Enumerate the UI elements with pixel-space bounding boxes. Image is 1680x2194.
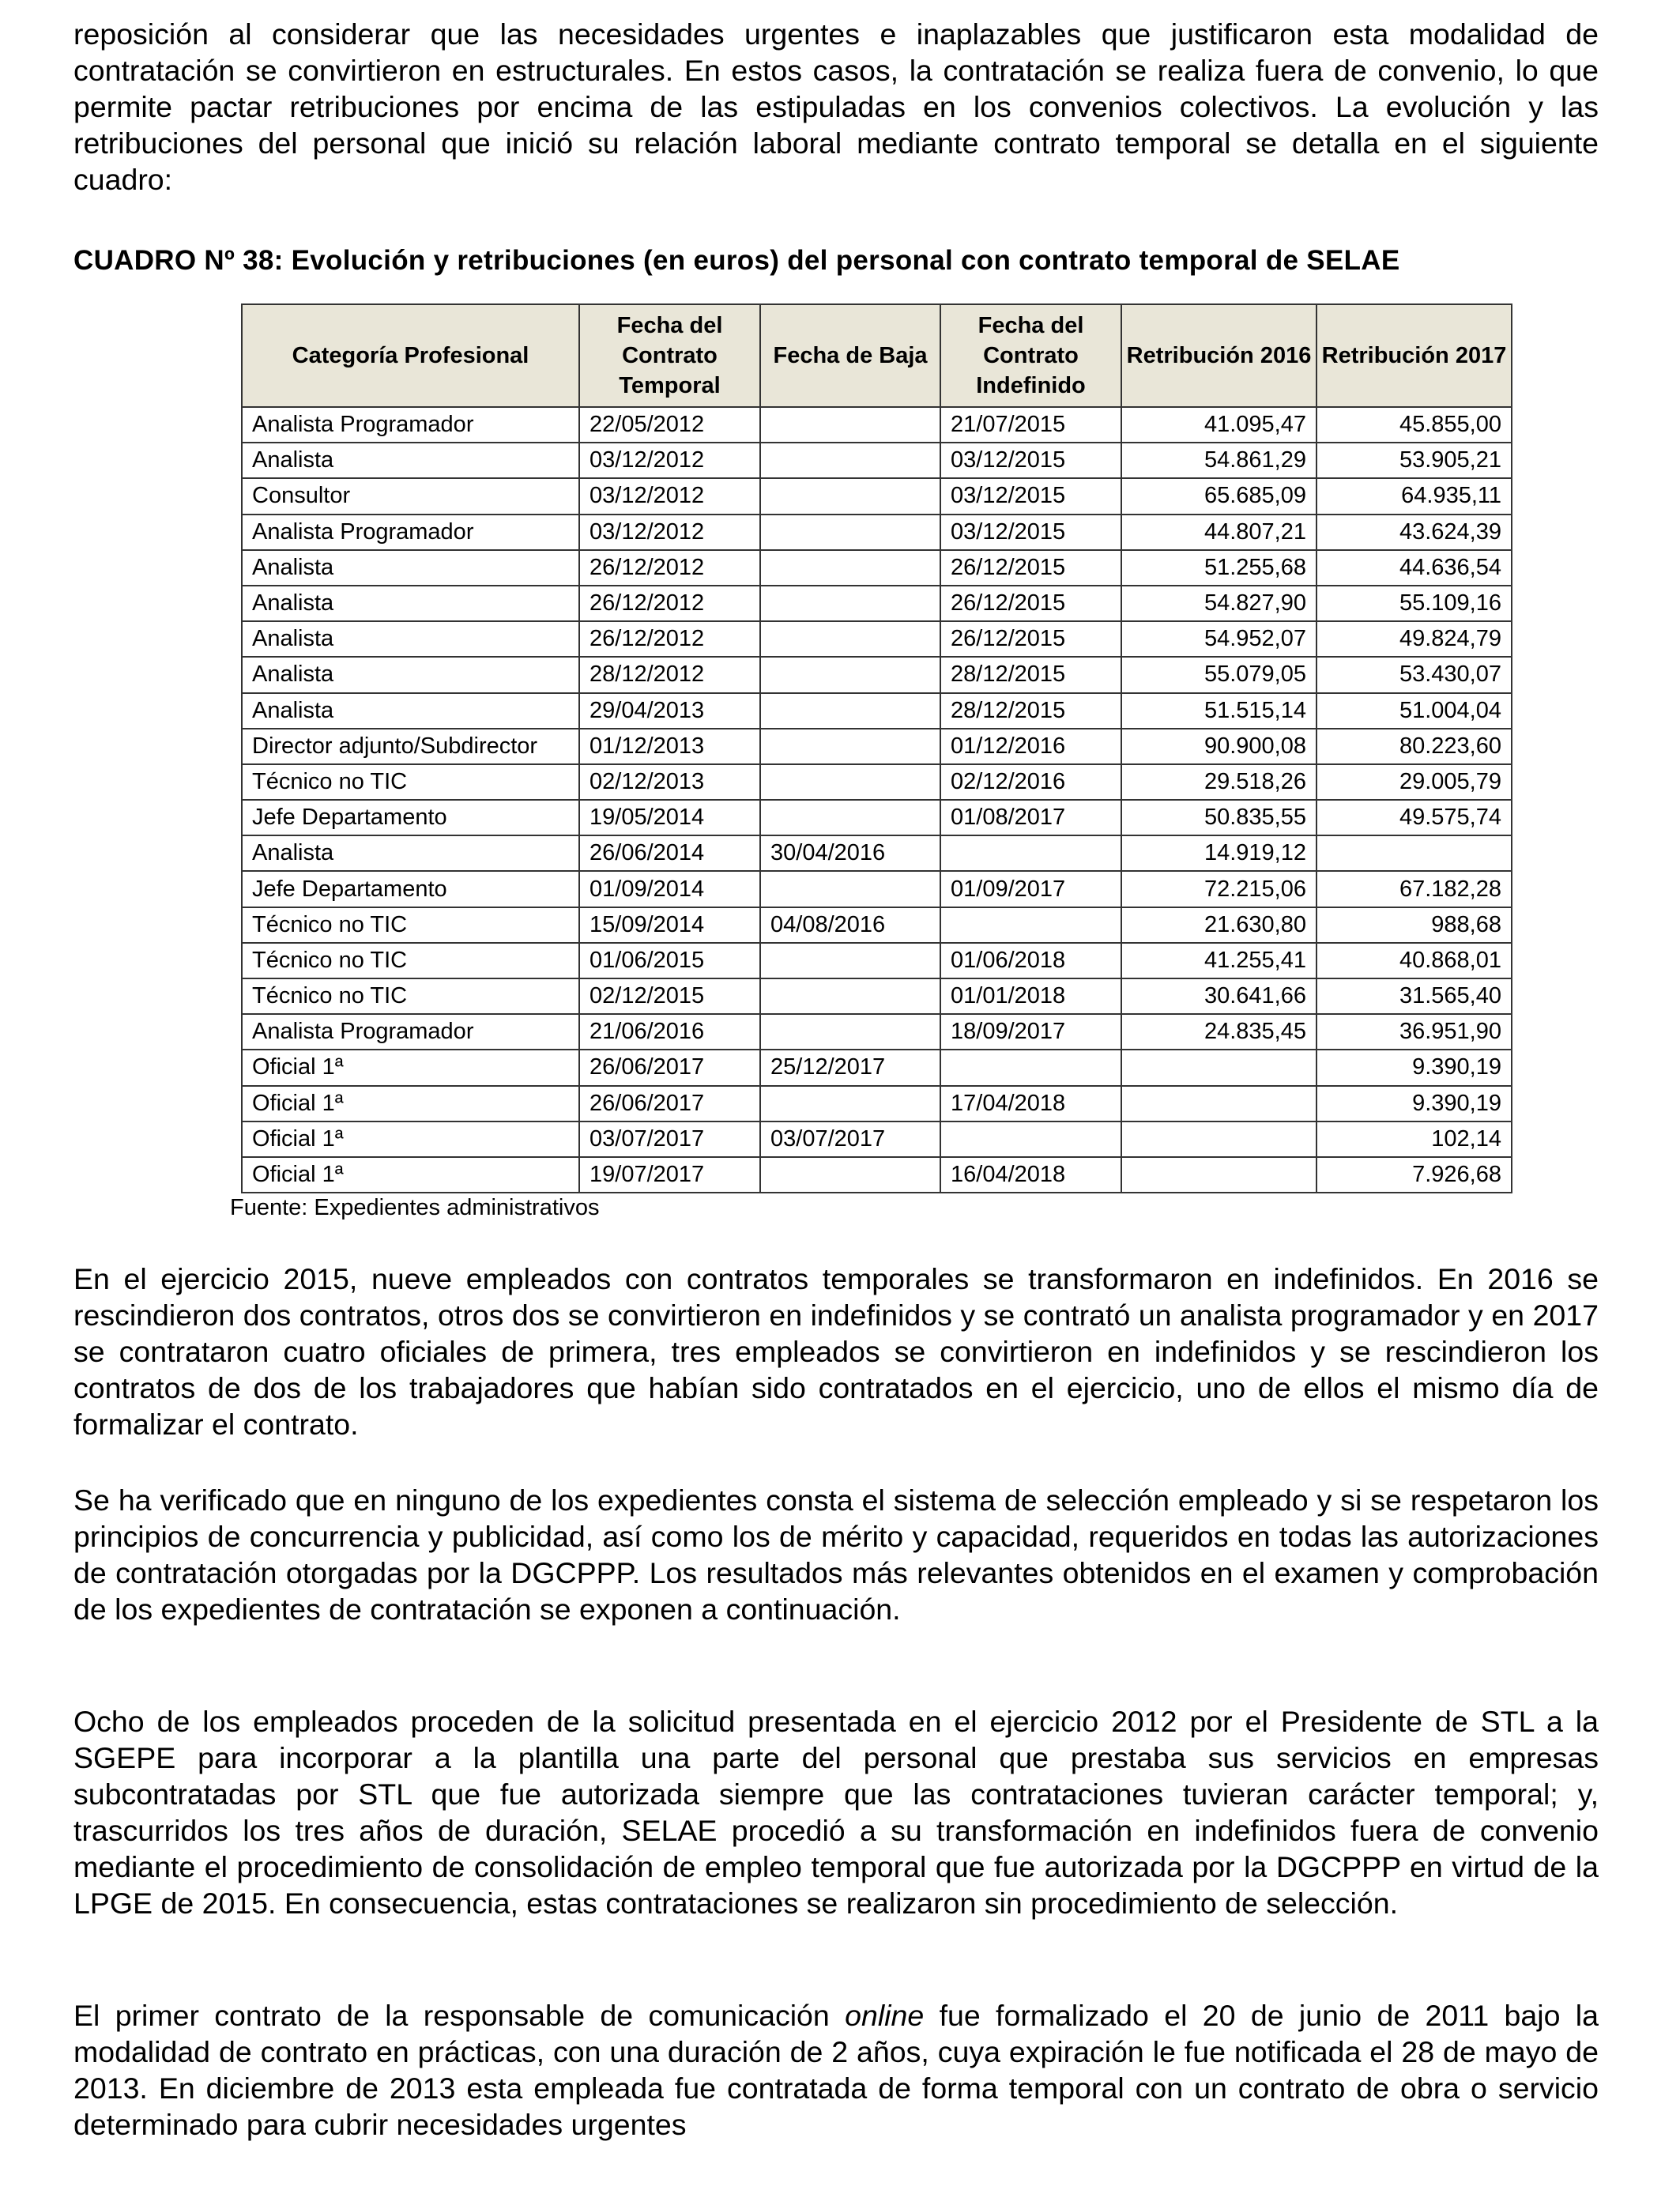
table-row (242, 478, 1512, 514)
cell-retribucion-2016: 21.630,80 (1121, 907, 1317, 943)
cell-retribucion-2016: 54.861,29 (1121, 443, 1317, 478)
primer-text-before: El primer contrato de la responsable de comunicación (73, 1999, 846, 2032)
table-row (242, 835, 1512, 871)
table-row (242, 1086, 1512, 1122)
cell-fecha-temporal: 03/12/2012 (579, 515, 760, 550)
cell-retribucion-2016: 51.255,68 (1121, 550, 1317, 586)
cell-fecha-indefinido: 26/12/2015 (940, 550, 1121, 586)
header-fecha-indefinido: Fecha del Contrato Indefinido (940, 304, 1121, 407)
table-row (242, 586, 1512, 621)
table-row (242, 1014, 1512, 1050)
cell-fecha-temporal: 22/05/2012 (579, 407, 760, 443)
cell-retribucion-2017: 53.905,21 (1317, 443, 1512, 478)
cell-fecha-temporal: 01/12/2013 (579, 729, 760, 764)
cell-retribucion-2017: 49.575,74 (1317, 800, 1512, 835)
cell-retribucion-2017: 43.624,39 (1317, 515, 1512, 550)
cell-categoria: Oficial 1ª (242, 1122, 579, 1157)
cell-categoria: Analista (242, 693, 579, 729)
cell-retribucion-2016: 90.900,08 (1121, 729, 1317, 764)
cell-fecha-baja (760, 407, 940, 443)
cell-fecha-indefinido: 21/07/2015 (940, 407, 1121, 443)
cell-fecha-indefinido: 02/12/2016 (940, 764, 1121, 800)
table-row (242, 943, 1512, 978)
cell-fecha-temporal: 01/06/2015 (579, 943, 760, 978)
cell-fecha-baja: 30/04/2016 (760, 835, 940, 871)
cell-fecha-indefinido: 26/12/2015 (940, 621, 1121, 657)
cell-fecha-baja (760, 515, 940, 550)
cell-fecha-indefinido: 03/12/2015 (940, 478, 1121, 514)
cell-fecha-temporal: 02/12/2013 (579, 764, 760, 800)
cell-fecha-temporal: 29/04/2013 (579, 693, 760, 729)
cell-fecha-temporal: 19/05/2014 (579, 800, 760, 835)
cell-fecha-baja (760, 443, 940, 478)
header-fecha-baja: Fecha de Baja (760, 304, 940, 407)
cell-fecha-baja (760, 729, 940, 764)
cell-retribucion-2017: 36.951,90 (1317, 1014, 1512, 1050)
cell-fecha-baja (760, 943, 940, 978)
cell-fecha-baja (760, 800, 940, 835)
table-row (242, 871, 1512, 907)
cell-retribucion-2016: 29.518,26 (1121, 764, 1317, 800)
header-retribucion-2016: Retribución 2016 (1121, 304, 1317, 407)
cell-fecha-indefinido: 16/04/2018 (940, 1157, 1121, 1193)
cell-retribucion-2016: 41.095,47 (1121, 407, 1317, 443)
cell-categoria: Técnico no TIC (242, 764, 579, 800)
cell-fecha-temporal: 26/06/2017 (579, 1086, 760, 1122)
cell-retribucion-2016 (1121, 1122, 1317, 1157)
intro-paragraph: reposición al considerar que las necesidades urgentes e inaplazables que justificaron esta modalidad de contratación se convirtieron en estructurales. En estos casos, la contratación se realiza fuera de convenio, lo que permite pactar retribuciones por encima de las estipuladas en los convenios colectivos. La evolución y las retribuciones del personal que inició su relación laboral mediante contrato temporal se detalla en el siguiente cuadro: (73, 17, 1599, 196)
table-row (242, 1122, 1512, 1157)
cell-fecha-baja (760, 1086, 940, 1122)
retribuciones-table (241, 303, 1512, 1193)
table-row (242, 550, 1512, 586)
cell-fecha-baja (760, 657, 940, 692)
table-row (242, 729, 1512, 764)
cell-categoria: Consultor (242, 478, 579, 514)
cell-retribucion-2016: 50.835,55 (1121, 800, 1317, 835)
cell-fecha-baja (760, 871, 940, 907)
cell-retribucion-2016: 44.807,21 (1121, 515, 1317, 550)
cell-retribucion-2017: 102,14 (1317, 1122, 1512, 1157)
table-row (242, 978, 1512, 1014)
header-categoria: Categoría Profesional (242, 304, 579, 407)
cell-fecha-baja: 04/08/2016 (760, 907, 940, 943)
cell-retribucion-2017: 31.565,40 (1317, 978, 1512, 1014)
cell-retribucion-2017: 67.182,28 (1317, 871, 1512, 907)
cell-retribucion-2017: 44.636,54 (1317, 550, 1512, 586)
cell-retribucion-2016: 14.919,12 (1121, 835, 1317, 871)
cell-retribucion-2016 (1121, 1086, 1317, 1122)
cell-retribucion-2017: 53.430,07 (1317, 657, 1512, 692)
cell-fecha-temporal: 26/12/2012 (579, 621, 760, 657)
paragraph-primer-contrato (73, 1997, 1599, 2143)
cell-fecha-baja (760, 550, 940, 586)
cell-retribucion-2017 (1317, 835, 1512, 871)
cell-retribucion-2017: 7.926,68 (1317, 1157, 1512, 1193)
cell-retribucion-2017: 51.004,04 (1317, 693, 1512, 729)
cell-categoria: Analista (242, 621, 579, 657)
table-row (242, 515, 1512, 550)
cell-fecha-baja: 03/07/2017 (760, 1122, 940, 1157)
cell-fecha-temporal: 26/06/2014 (579, 835, 760, 871)
cell-fecha-indefinido: 28/12/2015 (940, 693, 1121, 729)
cell-categoria: Oficial 1ª (242, 1050, 579, 1085)
header-retribucion-2017: Retribución 2017 (1317, 304, 1512, 407)
cell-categoria: Oficial 1ª (242, 1086, 579, 1122)
cell-retribucion-2017: 64.935,11 (1317, 478, 1512, 514)
cell-retribucion-2016: 30.641,66 (1121, 978, 1317, 1014)
table-row (242, 657, 1512, 692)
cell-categoria: Oficial 1ª (242, 1157, 579, 1193)
table-header-row (242, 304, 1512, 407)
table-caption: CUADRO Nº 38: Evolución y retribuciones (en euros) del personal con contrato temporal de SELAE (73, 245, 1400, 276)
cell-fecha-temporal: 26/06/2017 (579, 1050, 760, 1085)
cell-fecha-indefinido (940, 907, 1121, 943)
cell-fecha-indefinido: 03/12/2015 (940, 443, 1121, 478)
table-container (230, 303, 1511, 1221)
cell-fecha-indefinido (940, 1050, 1121, 1085)
cell-categoria: Analista Programador (242, 407, 579, 443)
cell-fecha-temporal: 03/12/2012 (579, 443, 760, 478)
cell-fecha-baja (760, 693, 940, 729)
cell-categoria: Analista (242, 835, 579, 871)
cell-fecha-indefinido: 28/12/2015 (940, 657, 1121, 692)
cell-retribucion-2017: 9.390,19 (1317, 1086, 1512, 1122)
cell-fecha-indefinido (940, 1122, 1121, 1157)
cell-fecha-indefinido: 01/09/2017 (940, 871, 1121, 907)
table-row (242, 443, 1512, 478)
cell-fecha-indefinido: 26/12/2015 (940, 586, 1121, 621)
table-row (242, 693, 1512, 729)
paragraph-ocho-empleados: Ocho de los empleados proceden de la solicitud presentada en el ejercicio 2012 por el Presidente de STL a la SGEPE para incorporar a la plantilla una parte del personal que prestaba sus servicios en empresas subcontratadas por STL que fue autorizada siempre que las contrataciones tuvieran carácter temporal; y, trascurridos los tres años de duración, SELAE procedió a su transformación en indefinidos fuera de convenio mediante el procedimiento de consolidación de empleo temporal que fue autorizada por la DGCPPP en virtud de la LPGE de 2015. En consecuencia, estas contrataciones se realizaron sin procedimiento de selección. (73, 1705, 1599, 1920)
cell-categoria: Analista Programador (242, 1014, 579, 1050)
cell-categoria: Analista Programador (242, 515, 579, 550)
table-row (242, 764, 1512, 800)
cell-categoria: Director adjunto/Subdirector (242, 729, 579, 764)
cell-fecha-indefinido: 01/08/2017 (940, 800, 1121, 835)
cell-retribucion-2017: 49.824,79 (1317, 621, 1512, 657)
cell-fecha-indefinido: 18/09/2017 (940, 1014, 1121, 1050)
primer-text-italic: online (845, 1999, 925, 2032)
cell-categoria: Analista (242, 657, 579, 692)
cell-fecha-baja (760, 621, 940, 657)
cell-retribucion-2016 (1121, 1050, 1317, 1085)
cell-fecha-baja (760, 1157, 940, 1193)
cell-fecha-indefinido (940, 835, 1121, 871)
cell-retribucion-2016: 54.827,90 (1121, 586, 1317, 621)
table-row (242, 800, 1512, 835)
primer-text-after: fue formalizado el 20 de junio de 2011 bajo la modalidad de contrato en prácticas, con una duración de 2 años, cuya expiración le fue notificada el 28 de mayo de 2013. En diciembre de 2013 esta empleada fue contratada de forma temporal con un contrato de obra o servicio determinado para cubrir necesidades urgentes (73, 1999, 1599, 2141)
cell-fecha-baja (760, 586, 940, 621)
cell-fecha-temporal: 19/07/2017 (579, 1157, 760, 1193)
cell-categoria: Jefe Departamento (242, 800, 579, 835)
cell-retribucion-2017: 55.109,16 (1317, 586, 1512, 621)
cell-fecha-indefinido: 01/06/2018 (940, 943, 1121, 978)
table-row (242, 1157, 1512, 1193)
cell-fecha-temporal: 21/06/2016 (579, 1014, 760, 1050)
cell-fecha-indefinido: 01/01/2018 (940, 978, 1121, 1014)
paragraph-2015: En el ejercicio 2015, nueve empleados con contratos temporales se transformaron en indefinidos. En 2016 se rescindieron dos contratos, otros dos se convirtieron en indefinidos y se contrató un analista programador y en 2017 se contrataron cuatro oficiales de primera, tres empleados se convirtieron en indefinidos y se rescindieron los contratos de dos de los trabajadores que habían sido contratados en el ejercicio, uno de ellos el mismo día de formalizar el contrato. (73, 1262, 1599, 1441)
cell-fecha-temporal: 28/12/2012 (579, 657, 760, 692)
cell-retribucion-2017: 29.005,79 (1317, 764, 1512, 800)
cell-fecha-temporal: 01/09/2014 (579, 871, 760, 907)
cell-retribucion-2016: 65.685,09 (1121, 478, 1317, 514)
cell-categoria: Jefe Departamento (242, 871, 579, 907)
cell-fecha-baja (760, 764, 940, 800)
cell-retribucion-2016: 41.255,41 (1121, 943, 1317, 978)
cell-retribucion-2017: 45.855,00 (1317, 407, 1512, 443)
cell-retribucion-2016: 55.079,05 (1121, 657, 1317, 692)
table-source: Fuente: Expedientes administrativos (230, 1195, 600, 1221)
cell-retribucion-2017: 40.868,01 (1317, 943, 1512, 978)
cell-fecha-indefinido: 03/12/2015 (940, 515, 1121, 550)
cell-fecha-indefinido: 01/12/2016 (940, 729, 1121, 764)
cell-fecha-temporal: 26/12/2012 (579, 550, 760, 586)
table-row (242, 1050, 1512, 1085)
cell-retribucion-2016: 54.952,07 (1121, 621, 1317, 657)
cell-categoria: Técnico no TIC (242, 978, 579, 1014)
cell-fecha-temporal: 26/12/2012 (579, 586, 760, 621)
cell-fecha-temporal: 03/12/2012 (579, 478, 760, 514)
cell-categoria: Técnico no TIC (242, 943, 579, 978)
table-row (242, 907, 1512, 943)
cell-retribucion-2017: 988,68 (1317, 907, 1512, 943)
cell-retribucion-2016: 51.515,14 (1121, 693, 1317, 729)
table-row (242, 407, 1512, 443)
cell-fecha-baja (760, 478, 940, 514)
cell-retribucion-2017: 9.390,19 (1317, 1050, 1512, 1085)
cell-fecha-baja (760, 1014, 940, 1050)
table-row (242, 621, 1512, 657)
cell-categoria: Analista (242, 550, 579, 586)
table-body (242, 407, 1512, 1193)
cell-categoria: Analista (242, 586, 579, 621)
cell-fecha-temporal: 15/09/2014 (579, 907, 760, 943)
cell-categoria: Analista (242, 443, 579, 478)
paragraph-verificado: Se ha verificado que en ninguno de los expedientes consta el sistema de selección empleado y si se respetaron los principios de concurrencia y publicidad, así como los de mérito y capacidad, requeridos en todas las autorizaciones de contratación otorgadas por la DGCPPP. Los resultados más relevantes obtenidos en el examen y comprobación de los expedientes de contratación se exponen a continuación. (73, 1483, 1599, 1626)
cell-retribucion-2017: 80.223,60 (1317, 729, 1512, 764)
header-fecha-temporal: Fecha del Contrato Temporal (579, 304, 760, 407)
cell-categoria: Técnico no TIC (242, 907, 579, 943)
cell-retribucion-2016 (1121, 1157, 1317, 1193)
cell-fecha-temporal: 03/07/2017 (579, 1122, 760, 1157)
cell-retribucion-2016: 24.835,45 (1121, 1014, 1317, 1050)
cell-retribucion-2016: 72.215,06 (1121, 871, 1317, 907)
cell-fecha-temporal: 02/12/2015 (579, 978, 760, 1014)
cell-fecha-indefinido: 17/04/2018 (940, 1086, 1121, 1122)
cell-fecha-baja: 25/12/2017 (760, 1050, 940, 1085)
cell-fecha-baja (760, 978, 940, 1014)
